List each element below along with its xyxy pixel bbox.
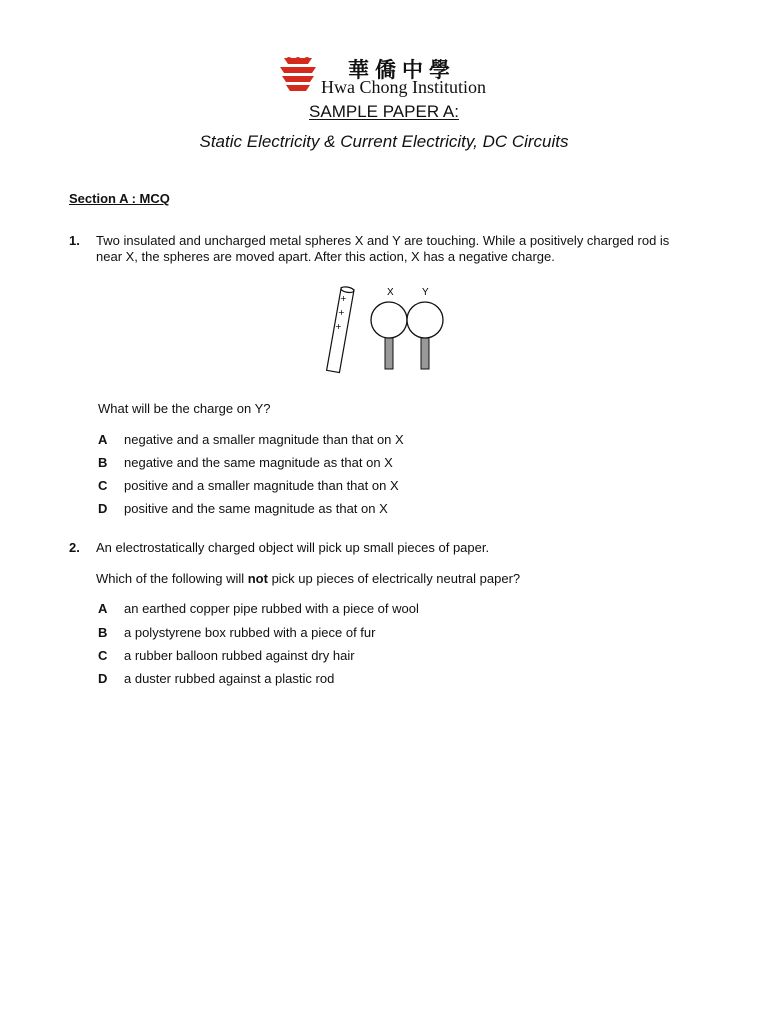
sphere-y-stand <box>421 336 429 369</box>
sphere-y-label: Y <box>422 287 429 298</box>
question-text: An electrostatically charged object will pick up small pieces of paper. <box>96 540 490 555</box>
option-letter: B <box>98 625 108 640</box>
prompt-emphasis: not <box>247 571 268 586</box>
option-letter: D <box>98 671 108 686</box>
option-letter: D <box>98 501 108 516</box>
institution-name: Hwa Chong Institution <box>321 77 486 97</box>
rod-charge-sign: + <box>338 308 345 317</box>
option-text: negative and a smaller magnitude than that on X <box>124 432 404 447</box>
option-letter: C <box>98 648 108 663</box>
option-text: a rubber balloon rubbed against dry hair <box>124 648 355 663</box>
sphere-x <box>371 302 407 338</box>
option-text: a duster rubbed against a plastic rod <box>124 671 335 686</box>
sphere-x-stand <box>385 336 393 369</box>
question-number: 2. <box>69 540 80 555</box>
option-letter: B <box>98 455 108 470</box>
option-letter: A <box>98 432 108 447</box>
section-heading: Section A : MCQ <box>69 191 170 206</box>
page-title: SAMPLE PAPER A: <box>309 102 459 121</box>
sphere-x-label: X <box>387 287 394 298</box>
page-subtitle: Static Electricity & Current Electricity, DC Circuits <box>199 132 569 151</box>
option-text: a polystyrene box rubbed with a piece of fur <box>124 625 376 640</box>
question-text: Two insulated and uncharged metal spheres X and Y are touching. While a positively charged rod is near X, the spheres are moved apart. After this action, X has a negative charge. <box>96 233 670 264</box>
option-text: positive and the same magnitude as that on X <box>124 501 388 516</box>
prompt-text: Which of the following will <box>96 571 248 586</box>
prompt-text: pick up pieces of electrically neutral paper? <box>267 571 521 586</box>
rod-charge-sign: + <box>335 322 342 331</box>
option-text: negative and the same magnitude as that on X <box>124 455 393 470</box>
option-letter: A <box>98 601 108 616</box>
question-number: 1. <box>69 233 80 248</box>
question-prompt: What will be the charge on Y? <box>98 401 271 416</box>
charged-rod-spheres-figure <box>318 284 454 374</box>
option-letter: C <box>98 478 108 493</box>
option-text: an earthed copper pipe rubbed with a piece of wool <box>124 601 419 616</box>
option-text: positive and a smaller magnitude than that on X <box>124 478 399 493</box>
rod-charge-sign: + <box>340 294 347 303</box>
question-prompt <box>96 571 696 587</box>
sphere-y <box>407 302 443 338</box>
logo-chinese-text: 華僑中學 <box>348 57 456 82</box>
